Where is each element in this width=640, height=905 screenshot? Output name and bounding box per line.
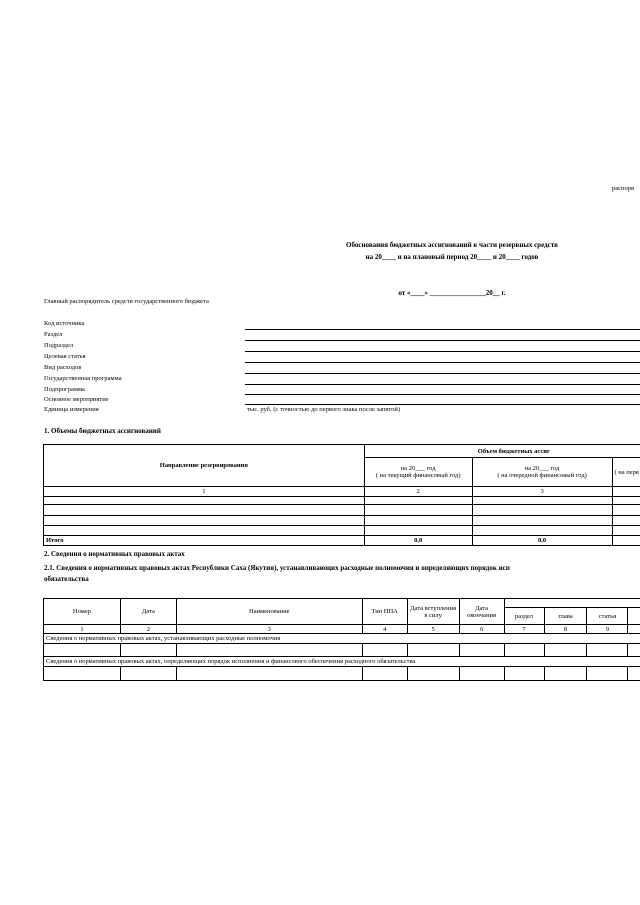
col-num: 2 <box>364 487 472 497</box>
col-num: 1 <box>44 487 365 497</box>
col-num: 6 <box>459 625 504 634</box>
year1-header: на 20___ год ( на текущий финансовый год) <box>364 458 472 487</box>
field-label: Целевая статья <box>44 353 86 360</box>
total-value-2: 0,0 <box>472 536 612 546</box>
header-chapter: глава <box>544 608 587 625</box>
header-name: Наименование <box>176 599 362 625</box>
col-num: 3 <box>472 487 612 497</box>
allocations-table <box>43 444 640 546</box>
section1-title: 1. Объемы бюджетных ассигнований <box>44 427 161 435</box>
table-row <box>44 516 640 526</box>
header-type: Тип НПА <box>362 599 407 625</box>
volume-header: Объем бюджетных ассиг <box>364 445 640 458</box>
field-label: Подраздел <box>44 342 74 349</box>
field-label: Единица измерения <box>44 406 99 413</box>
col-num: 9 <box>587 625 628 634</box>
form-period: на 20____ и на плановый период 20____ и 20____ годов <box>365 253 539 261</box>
header-date: Дата <box>120 599 176 625</box>
year3-header: ( на перв <box>612 458 640 487</box>
form-date: от «____» ________________20__ г. <box>398 289 506 297</box>
group-row-2: Сведения о нормативных правовых актах, определяющих порядок исполнения и финансового обеспечения расходного обязательства <box>44 657 640 667</box>
table-row <box>44 497 640 505</box>
total-label: Итого <box>44 536 365 546</box>
col-num: 8 <box>544 625 587 634</box>
col-num: 3 <box>176 625 362 634</box>
header-article: статья <box>587 608 628 625</box>
table-row <box>44 526 640 536</box>
header-end-date: Дата окончания <box>459 599 504 625</box>
corner-text: распоря <box>612 185 634 192</box>
table-row <box>44 505 640 516</box>
main-distributor-label: Главный распорядитель средств государственного бюджета <box>44 298 209 305</box>
legal-acts-table <box>43 598 640 681</box>
col-num: 7 <box>504 625 544 634</box>
group-row-1: Сведения о нормативных правовых актах, устанавливающих расходные полномочия <box>44 634 640 644</box>
header-effective-date: Дата вступления в силу <box>407 599 459 625</box>
total-value-1: 0,0 <box>364 536 472 546</box>
year2-header: на 20___ год ( на очередной финансовый год) <box>472 458 612 487</box>
header-number: Номер <box>44 599 121 625</box>
col-num: 4 <box>362 625 407 634</box>
field-label: Вид расходов <box>44 364 82 371</box>
field-label: Подпрограмма <box>44 386 85 393</box>
section2-subtitle-cont: обязательства <box>44 575 89 583</box>
col-num: 2 <box>120 625 176 634</box>
field-label: Государственная программа <box>44 375 122 382</box>
direction-header: Направление резервирования <box>44 445 365 487</box>
form-title: Обоснования бюджетных ассигнований в части резервных средств <box>346 241 558 249</box>
table-row <box>44 644 640 657</box>
section2-subtitle: 2.1. Сведения о нормативных правовых актах Республики Саха (Якутия), устанавливающих расходные полномочия и определяющих порядок исп <box>44 564 510 572</box>
field-label: Раздел <box>44 331 63 338</box>
header-section: раздел <box>504 608 544 625</box>
field-label: Код источника <box>44 320 85 327</box>
col-num: 1 <box>44 625 121 634</box>
field-label: Основное мероприятие <box>44 396 109 403</box>
section2-title: 2. Сведения о нормативных правовых актах <box>44 550 185 558</box>
table-row <box>44 667 640 681</box>
unit-value: тыс. руб. (с точностью до первого знака после запятой) <box>247 406 401 413</box>
col-num: 5 <box>407 625 459 634</box>
